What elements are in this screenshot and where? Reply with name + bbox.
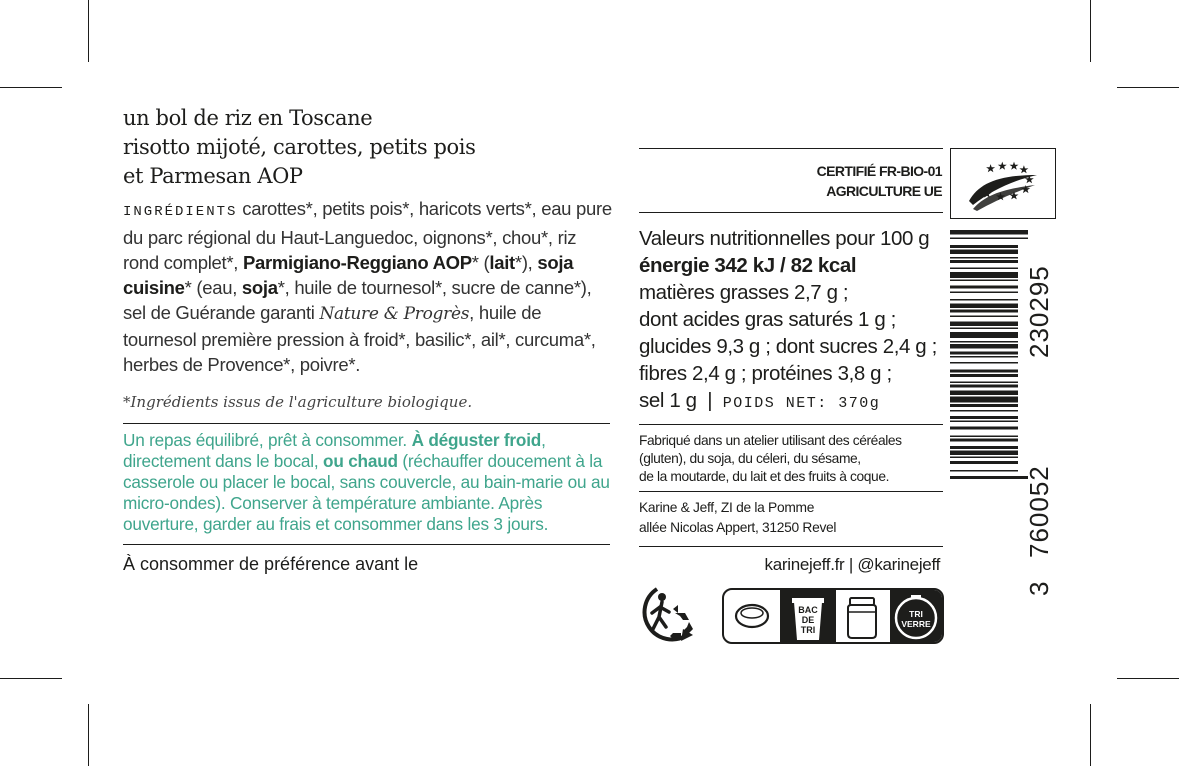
barcode-bar bbox=[950, 238, 1028, 240]
bac-label: TRI bbox=[800, 625, 816, 635]
barcode-bar bbox=[950, 410, 1018, 412]
barcode-bar bbox=[950, 280, 1018, 282]
barcode-bar bbox=[950, 332, 1018, 338]
barcode-bar bbox=[950, 451, 1018, 456]
allergen-note bbox=[639, 432, 939, 486]
net-weight: POIDS NET: 370g bbox=[722, 395, 881, 412]
nutrition-facts bbox=[639, 225, 939, 417]
barcode-digits: 230295 bbox=[1024, 265, 1054, 358]
barcode-bar bbox=[950, 356, 1018, 358]
barcode-bar bbox=[950, 286, 1018, 289]
barcode-bar bbox=[950, 446, 1018, 449]
address-line: allée Nicolas Appert, 31250 Revel bbox=[639, 520, 837, 535]
barcode-digits: 3 bbox=[1024, 580, 1054, 596]
glass-jar-icon bbox=[842, 596, 882, 644]
verre-label: VERRE bbox=[901, 619, 931, 629]
nutrition-sep: ; protéines bbox=[735, 362, 838, 385]
tri-verre-icon bbox=[890, 590, 944, 644]
barcode-bar bbox=[950, 230, 1028, 235]
barcode-bar bbox=[950, 292, 1018, 294]
address-line: Karine & Jeff, ZI de la Pomme bbox=[639, 500, 815, 515]
allergen-highlight: soja cuisine bbox=[123, 252, 574, 298]
divider bbox=[639, 212, 943, 213]
barcode-bar bbox=[950, 260, 1018, 263]
allergen-highlight: soja bbox=[241, 277, 278, 298]
nutrition-value: 2,4 g bbox=[692, 362, 736, 385]
crop-mark bbox=[1117, 87, 1179, 88]
divider bbox=[123, 544, 610, 545]
barcode-bar bbox=[950, 370, 1018, 373]
barcode-bar bbox=[950, 385, 1018, 388]
organic-certification bbox=[700, 161, 942, 201]
allergen-line: Fabriqué dans un atelier utilisant des céréales bbox=[639, 433, 902, 448]
barcode-bar bbox=[950, 250, 1018, 255]
ingredients-text: *), bbox=[514, 252, 538, 273]
ingredients-text: carottes*, petits pois*, haricots verts*, eau pure du parc régional du Haut-Languedoc, oignons*, chou*, riz rond complet*, bbox=[123, 198, 612, 273]
bac-label: DE bbox=[801, 615, 815, 625]
nutrition-sep: ; bbox=[885, 308, 896, 331]
barcode-bar bbox=[950, 299, 1018, 301]
barcode-bar bbox=[950, 328, 1018, 330]
barcode-bar bbox=[950, 344, 1018, 349]
bac-label: BAC bbox=[798, 605, 818, 615]
manufacturer-address bbox=[639, 498, 939, 538]
divider bbox=[639, 148, 943, 149]
nutrition-value: 1 g bbox=[858, 308, 886, 331]
barcode-bar bbox=[950, 416, 1018, 419]
crop-mark bbox=[88, 704, 89, 766]
serving-highlight: À déguster froid bbox=[411, 430, 542, 450]
barcode-bar bbox=[950, 427, 1018, 430]
ingredient-highlight: Parmigiano-Reggiano AOP bbox=[242, 252, 472, 273]
crop-mark bbox=[88, 0, 89, 62]
recycling-info bbox=[722, 588, 944, 644]
crop-mark bbox=[0, 87, 62, 88]
barcode-bar bbox=[950, 374, 1018, 377]
ingredients-text: * ( bbox=[471, 252, 490, 273]
divider bbox=[639, 424, 943, 425]
nutrition-label: sel bbox=[639, 389, 670, 412]
nutrition-value: 3,8 g bbox=[837, 362, 882, 385]
barcode bbox=[950, 228, 1055, 600]
barcode-bar bbox=[950, 245, 1018, 248]
nutrition-label: glucides bbox=[639, 335, 717, 358]
barcode-bar bbox=[950, 436, 1018, 438]
title-line: risotto mijoté, carottes, petits pois bbox=[123, 135, 476, 159]
product-title bbox=[123, 104, 583, 191]
title-line: un bol de riz en Toscane bbox=[123, 106, 373, 130]
barcode-bar bbox=[950, 322, 1018, 327]
barcode-bar bbox=[950, 397, 1018, 403]
ingredients-text: * (eau, bbox=[184, 277, 242, 298]
barcode-bar bbox=[950, 316, 1018, 318]
nutrition-sep: ; dont sucres bbox=[759, 335, 883, 358]
barcode-bar bbox=[950, 341, 1018, 343]
barcode-digits: 760052 bbox=[1024, 465, 1054, 558]
barcode-bar bbox=[950, 257, 1018, 259]
eu-organic-leaf-icon bbox=[950, 148, 1056, 219]
website-handle: karinejeff.fr | @karinejeff bbox=[764, 555, 940, 574]
serving-text: , directement dans le bocal, bbox=[123, 430, 546, 471]
organic-note: *Ingrédients issus de l'agriculture biologique. bbox=[123, 393, 473, 411]
nutrition-sep: ; bbox=[837, 281, 849, 304]
jar-lid-icon bbox=[734, 601, 770, 636]
divider bbox=[639, 491, 943, 492]
title-line: et Parmesan AOP bbox=[123, 164, 303, 188]
barcode-bar bbox=[950, 352, 1018, 355]
barcode-bar bbox=[950, 421, 1018, 423]
crop-mark bbox=[1090, 704, 1091, 766]
nutrition-intro: Valeurs nutritionnelles pour 100 g bbox=[639, 227, 930, 250]
nutrition-label: dont acides gras saturés bbox=[639, 308, 859, 331]
allergen-highlight: lait bbox=[489, 252, 515, 273]
ingredients-text: *, huile de tournesol*, sucre de canne*), sel de Guérande garanti bbox=[123, 277, 592, 323]
nutrition-sep: ; bbox=[881, 362, 892, 385]
barcode-bar bbox=[950, 362, 1018, 364]
ingredients-text: , huile de tournesol première pression à froid*, basilic*, ail*, curcuma*, herbes de Provence*, poivre*. bbox=[123, 302, 596, 375]
serving-highlight: ou chaud bbox=[323, 451, 398, 471]
nutrition-label: fibres bbox=[639, 362, 693, 385]
allergen-line: de la moutarde, du lait et des fruits à coque. bbox=[639, 469, 890, 484]
crop-mark bbox=[1117, 678, 1179, 679]
nutrition-value: 1 g bbox=[669, 389, 697, 412]
triman-icon bbox=[637, 583, 701, 645]
barcode-bar bbox=[950, 268, 1018, 270]
certification-origin: AGRICULTURE UE bbox=[826, 183, 942, 199]
serving-instructions bbox=[123, 430, 613, 535]
nutrition-label: matières grasses bbox=[639, 281, 794, 304]
serving-text: (réchauffer doucement à la casserole ou placer le bocal, sans couvercle, au bain-marie ou au micro-ondes). Conserver à température ambiante. Après ouverture, garder au frais et consommer dans les 3 jours. bbox=[123, 451, 610, 534]
serving-text: Un repas équilibré, prêt à consommer. bbox=[123, 430, 412, 450]
crop-mark bbox=[1090, 0, 1091, 62]
recycling-bin-icon bbox=[780, 590, 836, 644]
nutrition-value: 2,7 g bbox=[793, 281, 838, 304]
ingredients-keyword: INGRÉDIENTS bbox=[123, 204, 238, 220]
verre-label: TRI bbox=[909, 609, 923, 619]
best-before-label: À consommer de préférence avant le bbox=[123, 554, 419, 574]
nutrition-sep: | bbox=[696, 389, 723, 412]
crop-mark bbox=[0, 678, 62, 679]
nutrition-value: 2,4 g bbox=[882, 335, 927, 358]
barcode-bar bbox=[950, 457, 1018, 459]
barcode-bar bbox=[950, 404, 1018, 407]
label-name: Nature & Progrès bbox=[319, 304, 470, 324]
barcode-bar bbox=[950, 476, 1028, 479]
allergen-line: (gluten), du soja, du céleri, du sésame, bbox=[639, 451, 861, 466]
divider bbox=[639, 546, 943, 547]
barcode-bar bbox=[950, 272, 1018, 278]
nutrition-value: 9,3 g bbox=[716, 335, 760, 358]
nutrition-sep: ; bbox=[926, 335, 937, 358]
nutrition-energy: énergie 342 kJ / 82 kcal bbox=[639, 254, 857, 277]
barcode-bar bbox=[950, 439, 1018, 442]
barcode-bar bbox=[950, 310, 1018, 313]
divider bbox=[123, 423, 610, 424]
barcode-bar bbox=[950, 391, 1018, 396]
barcode-bar bbox=[950, 382, 1018, 384]
certification-code: CERTIFIÉ FR-BIO-01 bbox=[816, 163, 942, 179]
barcode-bar bbox=[950, 304, 1018, 309]
barcode-bar bbox=[950, 470, 1018, 472]
barcode-bar bbox=[950, 461, 1018, 464]
ingredients-list bbox=[123, 196, 613, 377]
